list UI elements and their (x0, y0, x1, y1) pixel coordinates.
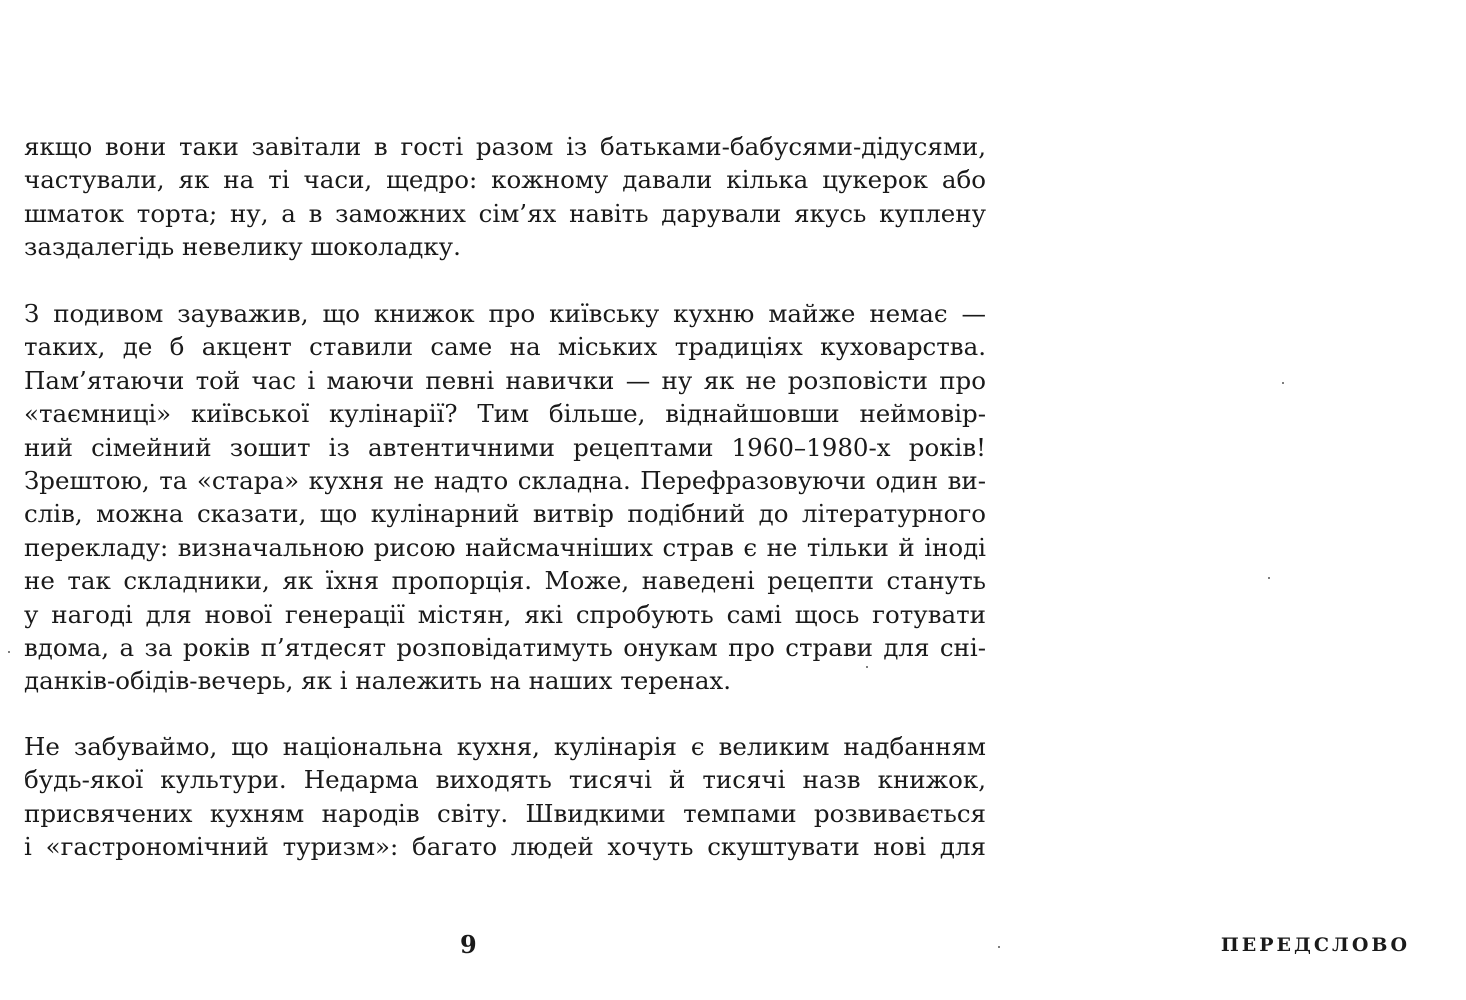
text-line: заздалегідь невелику шоколадку. (24, 232, 461, 262)
text-line: присвячених кухням народів світу. Швидкими темпами розвивається (24, 798, 986, 828)
text-line: «таємниці» київської кулінарії? Тим більше, віднайшовши неймовір- (24, 399, 986, 429)
text-line: слів, можна сказати, що кулінарний витвір подібний до літературного (24, 499, 986, 529)
text-line: ний сімейний зошит із автентичними рецептами 1960–1980-х років! (24, 432, 986, 462)
text-line: Не забуваймо, що національна кухня, кулінарія є великим надбанням (24, 732, 986, 761)
text-line: будь-якої культури. Недарма виходять тисячі й тисячі назв книжок, (24, 765, 986, 795)
paragraph-1 (24, 130, 986, 264)
scan-speck (1282, 382, 1284, 384)
text-line: частували, як на ті часи, щедро: кожному давали кілька цукерок або (24, 165, 986, 195)
scan-speck (998, 946, 1000, 948)
scan-speck (8, 651, 10, 653)
text-line: З подивом зауважив, що книжок про київську кухню майже немає — (24, 299, 986, 328)
text-line: таких, де б акцент ставили саме на міських традиціях куховарства. (24, 332, 986, 362)
paragraph-2 (24, 297, 986, 698)
text-line: перекладу: визначальною рисою найсмачніших страв є не тільки й іноді (24, 532, 986, 562)
text-line: данків-обідів-вечерь, як і належить на наших теренах. (24, 666, 732, 696)
page-number: 9 (460, 930, 477, 959)
paragraph-3 (24, 730, 986, 864)
scan-speck (1268, 577, 1270, 579)
text-line: і «гастрономічний туризм»: багато людей хочуть скуштувати нові для (24, 832, 986, 862)
text-line: шматок торта; ну, а в заможних сім’ях навіть дарували якусь куплену (24, 198, 986, 228)
text-line: Зрештою, та «стара» кухня не надто складна. Перефразовуючи один ви- (24, 465, 986, 495)
text-line: у нагоді для нової генерації містян, які спробують самі щось готувати (24, 599, 986, 629)
text-line: не так складники, як їхня пропорція. Може, наведені рецепти стануть (24, 566, 986, 596)
text-line: якщо вони таки завітали в гості разом із батьками-бабусями-дідусями, (24, 132, 986, 161)
scan-speck (866, 666, 868, 668)
section-title: ПЕРЕДСЛОВО (1220, 934, 1410, 956)
text-line: вдома, а за років п’ятдесят розповідатимуть онукам про страви для сні- (24, 632, 986, 662)
text-line: Пам’ятаючи той час і маючи певні навички — ну як не розповісти про (24, 365, 986, 395)
